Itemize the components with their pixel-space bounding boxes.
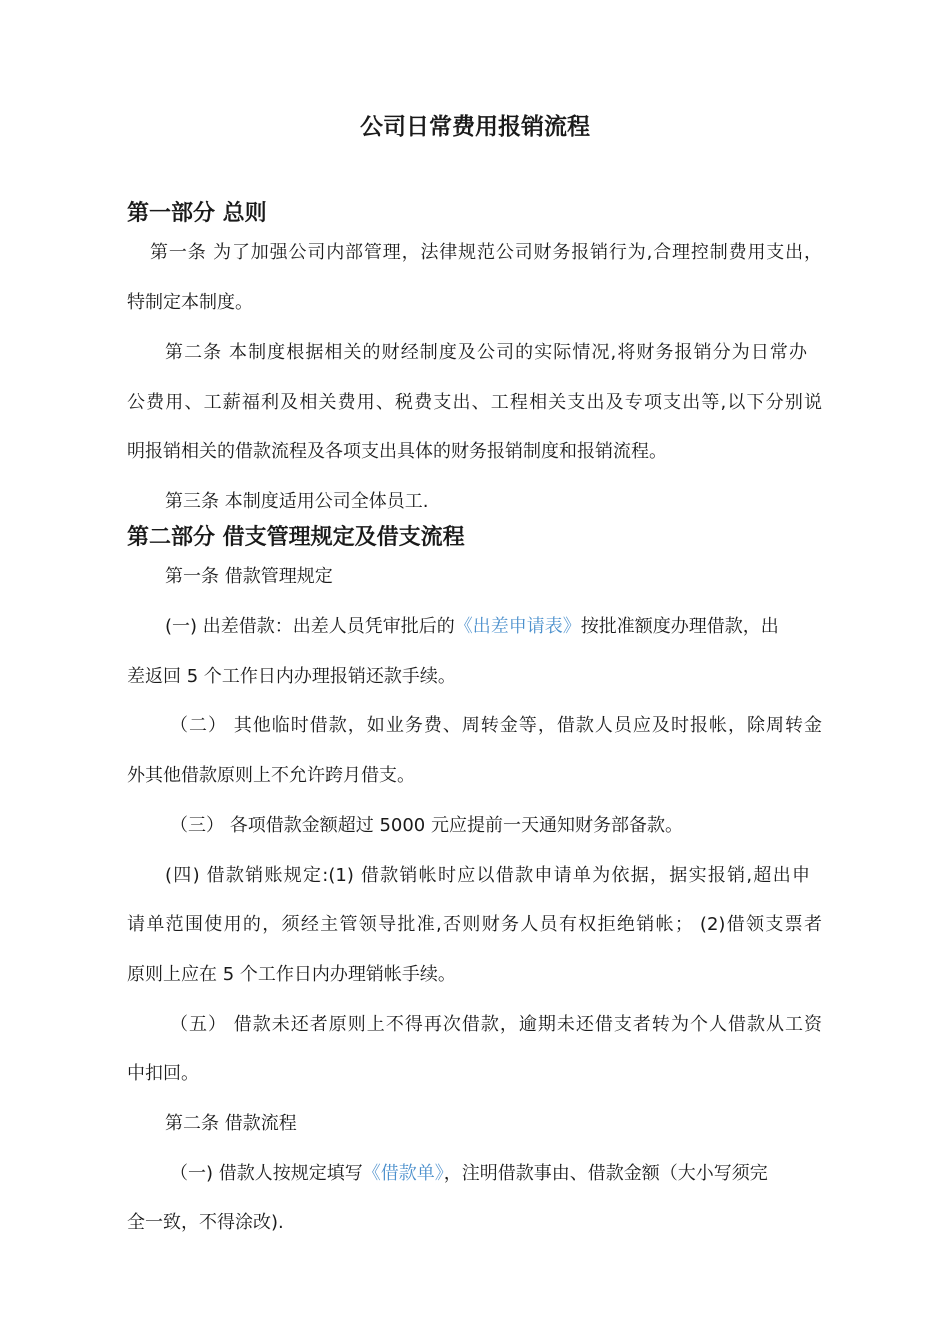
item1-text-post: 按批准额度办理借款，出: [580, 616, 779, 637]
part1-article1-line2: 特制定本制度。: [127, 292, 253, 313]
travel-application-form-link[interactable]: 《出差申请表》: [454, 616, 581, 637]
part2-article2: 第二条 借款流程: [165, 1113, 297, 1134]
part1-article2-line3: 明报销相关的借款流程及各项支出具体的财务报销制度和报销流程。: [127, 441, 667, 462]
part1-heading: 第一部分 总则: [127, 201, 267, 226]
part1-article1-line1: 第一条 为了加强公司内部管理，法律规范公司财务报销行为,合理控制费用支出，: [150, 242, 822, 263]
flow1-line2: 全一致，不得涂改).: [127, 1212, 284, 1233]
flow1-text-pre: （一) 借款人按规定填写: [170, 1163, 363, 1184]
item4-line2: 请单范围使用的，须经主管领导批准,否则财务人员有权拒绝销帐； (2)借领支票者: [127, 914, 822, 935]
item3: （三） 各项借款金额超过 5000 元应提前一天通知财务部备款。: [170, 815, 683, 836]
part2-heading: 第二部分 借支管理规定及借支流程: [127, 525, 465, 550]
flow1-text-post: ，注明借款事由、借款金额（大小写须完: [443, 1163, 768, 1184]
part2-article1: 第一条 借款管理规定: [165, 566, 333, 587]
part1-article2-line1: 第二条 本制度根据相关的财经制度及公司的实际情况,将财务报销分为日常办: [165, 342, 807, 363]
part1-article3: 第三条 本制度适用公司全体员工.: [165, 491, 429, 512]
item5-line2: 中扣回。: [127, 1063, 199, 1084]
part1-article2-line2: 公费用、工薪福利及相关费用、税费支出、工程相关支出及专项支出等,以下分别说: [127, 392, 822, 413]
loan-form-link[interactable]: 《借款单》: [362, 1163, 444, 1184]
item1-line2: 差返回 5 个工作日内办理报销还款手续。: [127, 666, 456, 687]
item1-line1: [165, 612, 779, 638]
item4-line1: (四) 借款销账规定:(1) 借款销帐时应以借款申请单为依据，据实报销,超出申: [165, 865, 810, 886]
item2-line1: （二） 其他临时借款，如业务费、周转金等，借款人员应及时报帐，除周转金: [170, 715, 822, 736]
item2-line2: 外其他借款原则上不允许跨月借支。: [127, 765, 415, 786]
item1-text-pre: (一) 出差借款：出差人员凭审批后的: [165, 616, 455, 637]
flow1-line1: [170, 1159, 768, 1185]
document-title: 公司日常费用报销流程: [360, 114, 590, 140]
item4-line3: 原则上应在 5 个工作日内办理销帐手续。: [127, 964, 456, 985]
item5-line1: （五） 借款未还者原则上不得再次借款，逾期未还借支者转为个人借款从工资: [170, 1014, 822, 1035]
